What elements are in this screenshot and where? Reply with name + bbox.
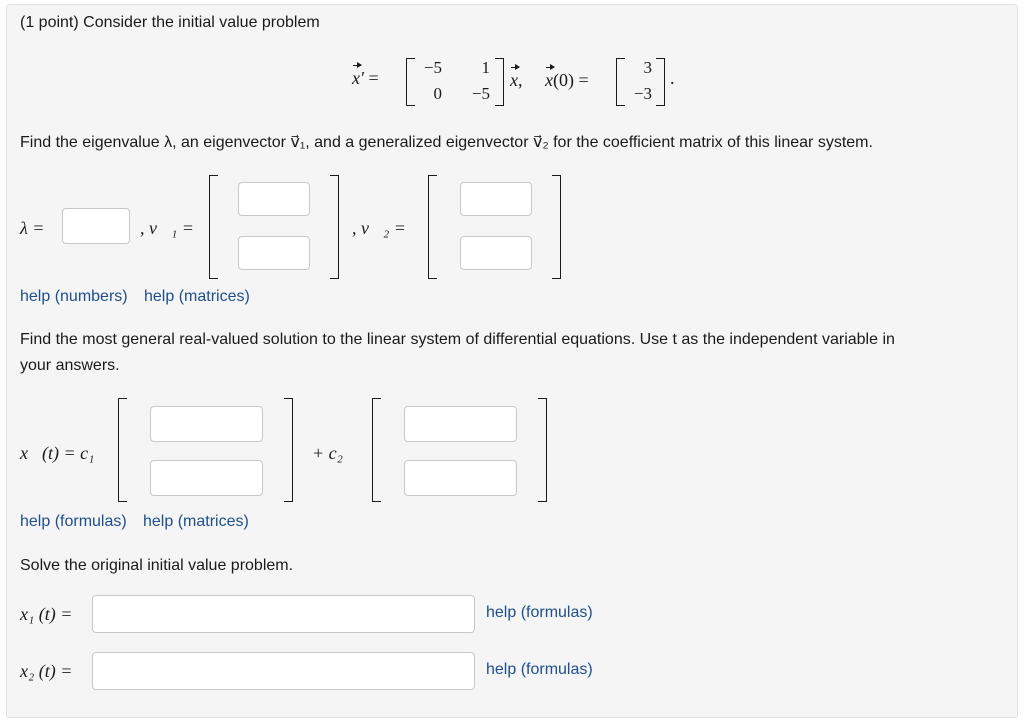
sol1-right-bracket xyxy=(284,398,293,502)
sol2-bottom-input[interactable] xyxy=(404,460,517,496)
part3-instruction: Solve the original initial value problem. xyxy=(20,557,294,574)
solution-plus-c2: + c₂ xyxy=(312,443,343,463)
lambda-input[interactable] xyxy=(62,208,130,244)
x1-input[interactable] xyxy=(92,595,475,633)
matrix-a-r1c1: −5 xyxy=(423,58,442,77)
x0-r2: −3 xyxy=(633,84,652,103)
matrix-a-right-bracket xyxy=(495,58,504,106)
v2-right-bracket xyxy=(552,175,561,279)
v2-label: , v⃗₂ = xyxy=(352,218,406,238)
v1-left-bracket xyxy=(209,175,218,279)
sol1-top-input[interactable] xyxy=(150,406,263,442)
problem-intro: (1 point) Consider the initial value problem xyxy=(20,14,320,31)
v2-top-input[interactable] xyxy=(460,182,532,216)
sol2-left-bracket xyxy=(372,398,381,502)
sol2-right-bracket xyxy=(538,398,547,502)
eq-period: . xyxy=(670,68,675,88)
eq-lhs: x′ = xyxy=(352,68,379,88)
help-formulas-link-1[interactable]: help (formulas) xyxy=(20,513,127,530)
matrix-a-r1c2: 1 xyxy=(481,58,490,77)
help-matrices-link-2[interactable]: help (matrices) xyxy=(143,513,249,530)
sol1-bottom-input[interactable] xyxy=(150,460,263,496)
sol2-top-input[interactable] xyxy=(404,406,517,442)
eq-mid: x, xyxy=(510,70,523,90)
help-formulas-link-3[interactable]: help (formulas) xyxy=(486,661,593,678)
v2-bottom-input[interactable] xyxy=(460,236,532,270)
solution-lhs: x⃗(t) = c₁ xyxy=(20,443,95,463)
v1-bottom-input[interactable] xyxy=(238,236,310,270)
matrix-a-r2c2: −5 xyxy=(471,84,490,103)
lambda-label: λ = xyxy=(20,218,45,238)
help-formulas-link-2[interactable]: help (formulas) xyxy=(486,604,593,621)
sol1-left-bracket xyxy=(118,398,127,502)
part2-instruction-line2: your answers. xyxy=(20,357,120,374)
v2-left-bracket xyxy=(428,175,437,279)
v1-right-bracket xyxy=(330,175,339,279)
v1-top-input[interactable] xyxy=(238,182,310,216)
help-numbers-link[interactable]: help (numbers) xyxy=(20,288,128,305)
x2-label: x₂ (t) = xyxy=(20,661,73,681)
x0-label: x(0) = xyxy=(545,70,589,90)
part2-instruction-line1: Find the most general real-valued solution to the linear system of differential equations. Use t as the independent variable in xyxy=(20,331,895,348)
x0-right-bracket xyxy=(656,58,665,106)
part1-instruction: Find the eigenvalue λ, an eigenvector v⃗₁, and a generalized eigenvector v⃗₂ for the coefficient matrix of this linear system. xyxy=(20,134,873,151)
matrix-a-r2c1: 0 xyxy=(433,84,442,103)
help-matrices-link-1[interactable]: help (matrices) xyxy=(144,288,250,305)
x2-input[interactable] xyxy=(92,652,475,690)
x1-label: x₁ (t) = xyxy=(20,604,73,624)
v1-label: , v⃗₁ = xyxy=(140,218,194,238)
x0-r1: 3 xyxy=(643,58,652,77)
